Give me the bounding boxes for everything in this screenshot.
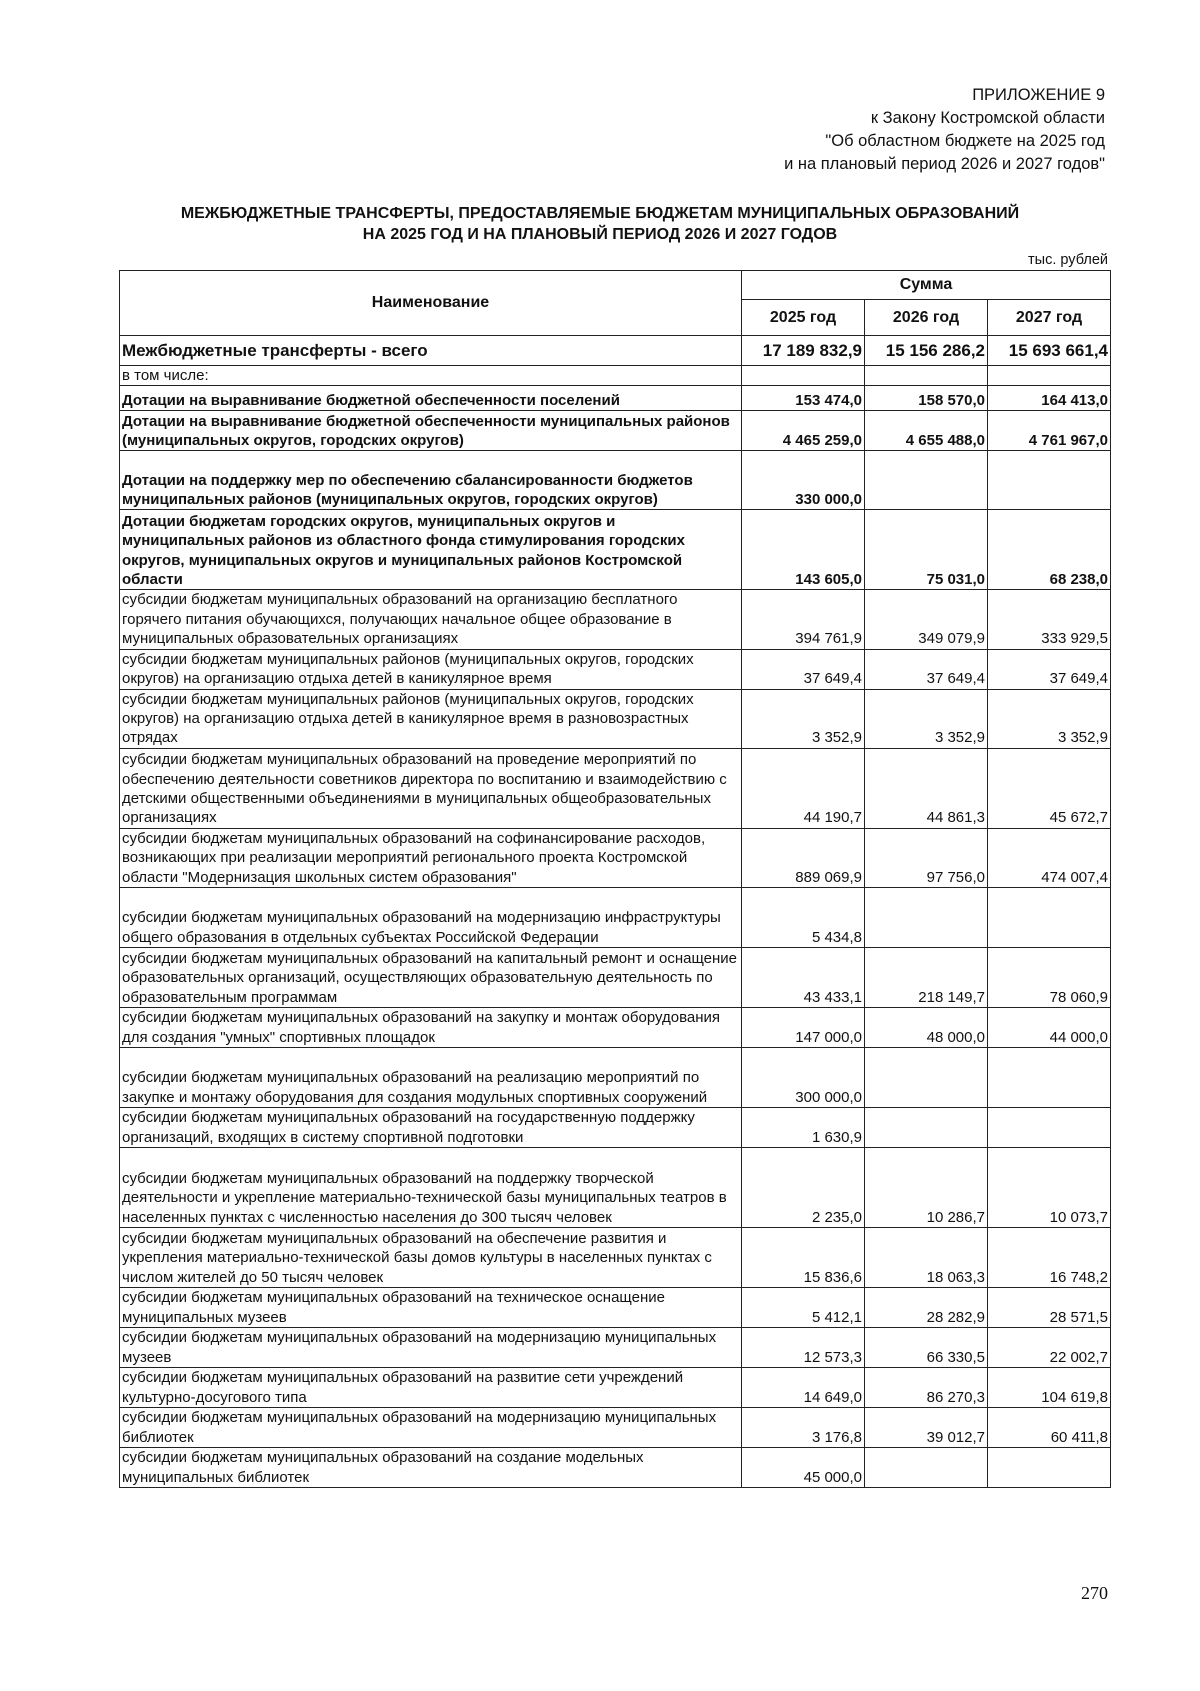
- row-value-2025: 3 176,8: [742, 1408, 865, 1448]
- table-row: [120, 649, 1111, 689]
- table-row: [120, 828, 1111, 887]
- row-value-2027: 104 619,8: [988, 1368, 1111, 1408]
- row-value-2027: 333 929,5: [988, 590, 1111, 649]
- row-name: Дотации бюджетам городских округов, муниципальных округов и муниципальных районов из областного фонда стимулирования городских округов, муниципальных округов и муниципальных районов Костромской области: [120, 510, 742, 590]
- title-line-1: МЕЖБЮДЖЕТНЫЕ ТРАНСФЕРТЫ, ПРЕДОСТАВЛЯЕМЫЕ БЮДЖЕТАМ МУНИЦИПАЛЬНЫХ ОБРАЗОВАНИЙ: [180, 205, 1020, 222]
- row-name: субсидии бюджетам муниципальных образований на проведение мероприятий по обеспечению деятельности советников директора по воспитанию и взаимодействию с детскими общественными объединениями в муниципальных общеобразовательных организациях: [120, 748, 742, 828]
- table-row: [120, 590, 1111, 649]
- row-name: субсидии бюджетам муниципальных образований на организацию бесплатного горячего питания обучающихся, получающих начальное общее образование в муниципальных образовательных организациях: [120, 590, 742, 649]
- row-name: субсидии бюджетам муниципальных образований на создание модельных муниципальных библиотек: [120, 1448, 742, 1488]
- table-row: [120, 1228, 1111, 1288]
- row-value-2026: [865, 1108, 988, 1148]
- row-value-2025: 5 412,1: [742, 1288, 865, 1328]
- row-value-2027: [988, 451, 1111, 510]
- row-value-2027: 474 007,4: [988, 828, 1111, 887]
- row-value-2025: 37 649,4: [742, 649, 865, 689]
- row-value-2025: 889 069,9: [742, 828, 865, 887]
- row-value-2026: 75 031,0: [865, 510, 988, 590]
- table-row: [120, 510, 1111, 590]
- row-value-2027: 37 649,4: [988, 649, 1111, 689]
- header-year-2025: 2025 год: [742, 300, 865, 336]
- row-value-2026: 44 861,3: [865, 748, 988, 828]
- row-value-2026: 86 270,3: [865, 1368, 988, 1408]
- row-name: субсидии бюджетам муниципальных образований на модернизацию муниципальных библиотек: [120, 1408, 742, 1448]
- row-value-2025: 45 000,0: [742, 1448, 865, 1488]
- table-row: [120, 1048, 1111, 1108]
- table-row: [120, 1108, 1111, 1148]
- table-row: [120, 748, 1111, 828]
- row-value-2027: [988, 1048, 1111, 1108]
- header-sum: Сумма: [742, 271, 1111, 300]
- row-value-2026: [865, 451, 988, 510]
- table-row: [120, 888, 1111, 948]
- row-value-2027: 3 352,9: [988, 689, 1111, 748]
- row-value-2025: 17 189 832,9: [742, 336, 865, 366]
- row-value-2025: 153 474,0: [742, 386, 865, 411]
- row-value-2027: [988, 888, 1111, 948]
- appendix-line-2: к Закону Костромской области: [870, 109, 1105, 127]
- row-value-2026: 28 282,9: [865, 1288, 988, 1328]
- row-name: Дотации на поддержку мер по обеспечению сбалансированности бюджетов муниципальных районов (муниципальных округов, городских округов): [120, 451, 742, 510]
- row-value-2025: 394 761,9: [742, 590, 865, 649]
- row-value-2026: 15 156 286,2: [865, 336, 988, 366]
- row-value-2025: 5 434,8: [742, 888, 865, 948]
- row-value-2026: [865, 1448, 988, 1488]
- row-value-2025: 2 235,0: [742, 1148, 865, 1228]
- row-name: субсидии бюджетам муниципальных образований на модернизацию инфраструктуры общего образования в отдельных субъектах Российской Федерации: [120, 888, 742, 948]
- row-value-2025: 330 000,0: [742, 451, 865, 510]
- row-value-2026: 3 352,9: [865, 689, 988, 748]
- row-value-2025: [742, 366, 865, 386]
- row-value-2025: 14 649,0: [742, 1368, 865, 1408]
- table-row: [120, 1288, 1111, 1328]
- row-value-2026: 37 649,4: [865, 649, 988, 689]
- row-value-2025: 4 465 259,0: [742, 411, 865, 451]
- table-row: [120, 1448, 1111, 1488]
- row-value-2026: 158 570,0: [865, 386, 988, 411]
- appendix-line-1: ПРИЛОЖЕНИЕ 9: [972, 86, 1105, 104]
- row-value-2027: 15 693 661,4: [988, 336, 1111, 366]
- table-row: [120, 1408, 1111, 1448]
- row-name: Межбюджетные трансферты - всего: [120, 336, 742, 366]
- row-value-2027: 4 761 967,0: [988, 411, 1111, 451]
- row-value-2027: 78 060,9: [988, 948, 1111, 1008]
- table-row: [120, 948, 1111, 1008]
- header-year-2026: 2026 год: [865, 300, 988, 336]
- row-name: Дотации на выравнивание бюджетной обеспеченности поселений: [120, 386, 742, 411]
- table-row: [120, 451, 1111, 510]
- document-title: [120, 203, 1080, 245]
- row-value-2025: 12 573,3: [742, 1328, 865, 1368]
- table-row: [120, 689, 1111, 748]
- row-name: субсидии бюджетам муниципальных образований на софинансирование расходов, возникающих при реализации мероприятий регионального проекта Костромской области "Модернизация школьных систем образования": [120, 828, 742, 887]
- row-value-2027: 28 571,5: [988, 1288, 1111, 1328]
- row-value-2027: 45 672,7: [988, 748, 1111, 828]
- row-name: в том числе:: [120, 366, 742, 386]
- row-value-2027: 68 238,0: [988, 510, 1111, 590]
- table-row: [120, 1008, 1111, 1048]
- table-row: [120, 1148, 1111, 1228]
- row-name: субсидии бюджетам муниципальных образований на обеспечение развития и укрепления материально-технической базы домов культуры в населенных пунктах с числом жителей до 50 тысяч человек: [120, 1228, 742, 1288]
- row-value-2026: 66 330,5: [865, 1328, 988, 1368]
- table-row: [120, 336, 1111, 366]
- table-row: [120, 411, 1111, 451]
- row-name: субсидии бюджетам муниципальных образований на модернизацию муниципальных музеев: [120, 1328, 742, 1368]
- row-value-2026: 4 655 488,0: [865, 411, 988, 451]
- row-value-2027: [988, 1108, 1111, 1148]
- row-value-2027: 16 748,2: [988, 1228, 1111, 1288]
- row-name: субсидии бюджетам муниципальных районов (муниципальных округов, городских округов) на организацию отдыха детей в каникулярное время в разновозрастных отрядах: [120, 689, 742, 748]
- row-value-2025: 147 000,0: [742, 1008, 865, 1048]
- row-name: субсидии бюджетам муниципальных образований на государственную поддержку организаций, входящих в систему спортивной подготовки: [120, 1108, 742, 1148]
- row-value-2025: 15 836,6: [742, 1228, 865, 1288]
- row-value-2026: 10 286,7: [865, 1148, 988, 1228]
- row-value-2026: 48 000,0: [865, 1008, 988, 1048]
- appendix-line-4: и на плановый период 2026 и 2027 годов": [784, 155, 1105, 173]
- table-row: [120, 1328, 1111, 1368]
- row-name: субсидии бюджетам муниципальных образований на развитие сети учреждений культурно-досугового типа: [120, 1368, 742, 1408]
- row-name: субсидии бюджетам муниципальных образований на капитальный ремонт и оснащение образовательных организаций, осуществляющих образовательную деятельность по образовательным программам: [120, 948, 742, 1008]
- page-number: 270: [1081, 1583, 1108, 1603]
- row-name: субсидии бюджетам муниципальных образований на закупку и монтаж оборудования для создания "умных" спортивных площадок: [120, 1008, 742, 1048]
- row-value-2026: 18 063,3: [865, 1228, 988, 1288]
- row-value-2026: [865, 1048, 988, 1108]
- row-value-2027: 10 073,7: [988, 1148, 1111, 1228]
- row-name: субсидии бюджетам муниципальных районов (муниципальных округов, городских округов) на организацию отдыха детей в каникулярное время: [120, 649, 742, 689]
- row-value-2027: 22 002,7: [988, 1328, 1111, 1368]
- row-value-2025: 300 000,0: [742, 1048, 865, 1108]
- appendix-header: [784, 84, 1105, 176]
- row-name: субсидии бюджетам муниципальных образований на реализацию мероприятий по закупке и монтажу оборудования для создания модульных спортивных сооружений: [120, 1048, 742, 1108]
- table-row: [120, 1368, 1111, 1408]
- row-value-2026: [865, 888, 988, 948]
- transfers-table: [119, 270, 1111, 1488]
- row-value-2026: 97 756,0: [865, 828, 988, 887]
- title-line-2: НА 2025 ГОД И НА ПЛАНОВЫЙ ПЕРИОД 2026 И 2027 ГОДОВ: [362, 226, 838, 243]
- units-label: тыс. рублей: [1028, 252, 1108, 268]
- row-value-2025: 143 605,0: [742, 510, 865, 590]
- row-value-2027: [988, 1448, 1111, 1488]
- row-value-2026: 39 012,7: [865, 1408, 988, 1448]
- row-value-2025: 1 630,9: [742, 1108, 865, 1148]
- row-name: субсидии бюджетам муниципальных образований на техническое оснащение муниципальных музеев: [120, 1288, 742, 1328]
- row-value-2027: 44 000,0: [988, 1008, 1111, 1048]
- row-value-2025: 3 352,9: [742, 689, 865, 748]
- header-name: Наименование: [120, 271, 742, 336]
- row-value-2025: 44 190,7: [742, 748, 865, 828]
- appendix-line-3: "Об областном бюджете на 2025 год: [825, 132, 1105, 150]
- row-value-2027: 164 413,0: [988, 386, 1111, 411]
- row-value-2027: [988, 366, 1111, 386]
- table-row: [120, 366, 1111, 386]
- row-value-2027: 60 411,8: [988, 1408, 1111, 1448]
- row-value-2026: [865, 366, 988, 386]
- row-value-2026: 349 079,9: [865, 590, 988, 649]
- row-name: субсидии бюджетам муниципальных образований на поддержку творческой деятельности и укрепление материально-технической базы муниципальных театров в населенных пунктах с численностью населения до 300 тысяч человек: [120, 1148, 742, 1228]
- row-value-2026: 218 149,7: [865, 948, 988, 1008]
- header-year-2027: 2027 год: [988, 300, 1111, 336]
- row-value-2025: 43 433,1: [742, 948, 865, 1008]
- table-row: [120, 386, 1111, 411]
- row-name: Дотации на выравнивание бюджетной обеспеченности муниципальных районов (муниципальных округов, городских округов): [120, 411, 742, 451]
